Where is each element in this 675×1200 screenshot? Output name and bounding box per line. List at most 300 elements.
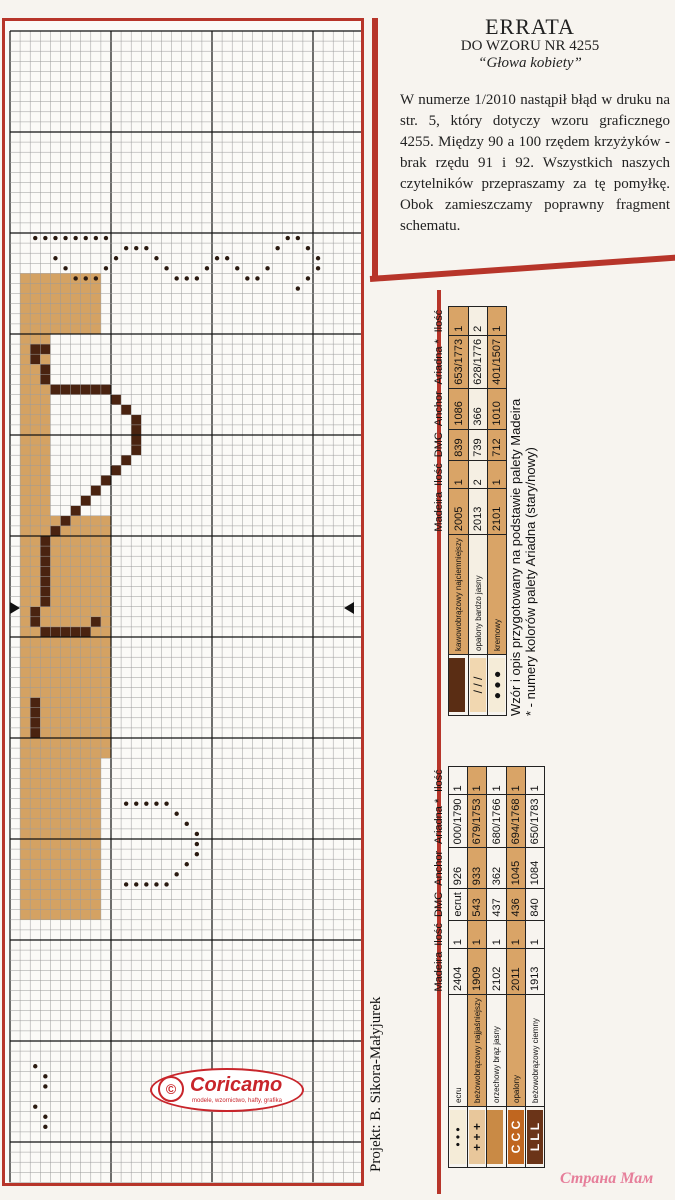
- stitch-dark: [40, 546, 50, 556]
- stitch-dark: [40, 556, 50, 566]
- stitch-tan: [30, 849, 40, 859]
- stitch-tan: [40, 607, 50, 617]
- stitch-tan: [101, 526, 111, 536]
- stitch-tan: [40, 849, 50, 859]
- stitch-dot: [144, 882, 148, 886]
- color-name: ecru: [449, 995, 468, 1107]
- stitch-tan: [40, 405, 50, 415]
- color-name: kawowobrązowy najciemniejszy: [449, 535, 469, 655]
- madeira-code: 2011: [507, 949, 526, 995]
- stitch-tan: [61, 718, 71, 728]
- stitch-tan: [81, 879, 91, 889]
- ariadna-label: Ariadna: [433, 346, 445, 385]
- qty2: 1: [487, 766, 507, 795]
- legend-row: [526, 766, 545, 1167]
- anchor-code: 926: [449, 848, 468, 889]
- symbol-dot: • • •: [450, 1110, 466, 1164]
- stitch-tan: [91, 667, 101, 677]
- stitch-tan: [71, 324, 81, 334]
- stitch-tan: [30, 374, 40, 384]
- stitch-dot: [316, 266, 320, 270]
- stitch-dark: [50, 627, 60, 637]
- stitch-dot: [43, 1125, 47, 1129]
- stitch-dot: [124, 882, 128, 886]
- stitch-tan: [30, 637, 40, 647]
- stitch-tan: [20, 465, 30, 475]
- stitch-tan: [91, 657, 101, 667]
- stitch-tan: [30, 496, 40, 506]
- stitch-tan: [61, 890, 71, 900]
- stitch-tan: [40, 768, 50, 778]
- stitch-dot: [63, 236, 67, 240]
- stitch-tan: [61, 607, 71, 617]
- stitch-tan: [30, 869, 40, 879]
- stitch-tan: [81, 597, 91, 607]
- stitch-dark: [91, 486, 101, 496]
- stitch-tan: [50, 607, 60, 617]
- stitch-tan: [40, 819, 50, 829]
- legend-name-header: [430, 995, 449, 1107]
- stitch-dot: [73, 276, 77, 280]
- stitch-tan: [81, 324, 91, 334]
- stitch-dark: [30, 698, 40, 708]
- stitch-tan: [40, 425, 50, 435]
- stitch-dark: [131, 445, 141, 455]
- symbol-cell: [468, 1107, 487, 1168]
- stitch-tan: [20, 374, 30, 384]
- stitch-tan: [61, 294, 71, 304]
- stitch-tan: [91, 304, 101, 314]
- symbol-cell: [526, 1107, 545, 1168]
- stitch-tan: [30, 506, 40, 516]
- color-name: beżowobrązowy najjaśniejszy: [468, 995, 487, 1107]
- ariadna-code: 650/1783: [526, 795, 545, 848]
- notes: [508, 296, 538, 716]
- symbol-plus: + + +: [469, 1110, 485, 1164]
- stitch-tan: [40, 637, 50, 647]
- stitch-tan: [81, 314, 91, 324]
- stitch-tan: [20, 869, 30, 879]
- stitch-tan: [50, 304, 60, 314]
- stitch-dot: [164, 266, 168, 270]
- stitch-tan: [61, 314, 71, 324]
- stitch-tan: [71, 839, 81, 849]
- stitch-tan: [50, 597, 60, 607]
- stitch-tan: [61, 597, 71, 607]
- stitch-tan: [50, 839, 60, 849]
- stitch-dark: [40, 627, 50, 637]
- ariadna-code: 653/1773: [449, 335, 469, 388]
- symbol-cell: [449, 655, 469, 716]
- stitch-tan: [20, 597, 30, 607]
- stitch-tan: [50, 819, 60, 829]
- stitch-tan: [30, 677, 40, 687]
- stitch-tan: [30, 859, 40, 869]
- stitch-tan: [101, 627, 111, 637]
- stitch-tan: [91, 587, 101, 597]
- stitch-tan: [40, 677, 50, 687]
- stitch-tan: [71, 657, 81, 667]
- anchor-code: 362: [487, 848, 507, 889]
- stitch-tan: [91, 748, 101, 758]
- stitch-tan: [71, 314, 81, 324]
- stitch-dot: [84, 276, 88, 280]
- stitch-tan: [91, 284, 101, 294]
- stitch-tan: [40, 395, 50, 405]
- stitch-tan: [40, 728, 50, 738]
- stitch-dot: [134, 801, 138, 805]
- stitch-tan: [40, 718, 50, 728]
- stitch-tan: [20, 486, 30, 496]
- stitch-tan: [91, 597, 101, 607]
- stitch-tan: [101, 688, 111, 698]
- stitch-dark: [40, 587, 50, 597]
- stitch-tan: [20, 748, 30, 758]
- errata-title: ERRATA: [485, 14, 575, 39]
- stitch-tan: [30, 405, 40, 415]
- stitch-tan: [101, 536, 111, 546]
- stitch-tan: [61, 304, 71, 314]
- asterisk-mark: *: [433, 798, 445, 804]
- stitch-tan: [20, 556, 30, 566]
- stitch-dot: [84, 236, 88, 240]
- stitch-tan: [50, 536, 60, 546]
- qty2: 2: [469, 307, 488, 336]
- stitch-tan: [91, 314, 101, 324]
- stitch-tan: [71, 304, 81, 314]
- stitch-tan: [71, 768, 81, 778]
- stitch-tan: [61, 728, 71, 738]
- symbol-l: L L L: [527, 1110, 543, 1164]
- stitch-tan: [81, 819, 91, 829]
- stitch-tan: [20, 708, 30, 718]
- color-name: kremowy: [488, 535, 507, 655]
- stitch-tan: [20, 425, 30, 435]
- stitch-tan: [40, 829, 50, 839]
- stitch-tan: [101, 647, 111, 657]
- stitch-tan: [50, 677, 60, 687]
- stitch-tan: [30, 667, 40, 677]
- legend-row: [469, 307, 488, 716]
- stitch-tan: [61, 809, 71, 819]
- qty2: 1: [449, 307, 469, 336]
- legend-symbol-header: [430, 1107, 449, 1168]
- qty: 1: [449, 460, 469, 489]
- stitch-dark: [30, 354, 40, 364]
- stitch-tan: [91, 900, 101, 910]
- note-ariadna: * - numery kolorów palety Ariadna (stary/nowy): [523, 447, 538, 716]
- stitch-dark: [40, 374, 50, 384]
- stitch-dot: [134, 246, 138, 250]
- stitch-tan: [91, 869, 101, 879]
- stitch-tan: [20, 617, 30, 627]
- swatch-dark-brown: [449, 658, 465, 712]
- stitch-tan: [30, 738, 40, 748]
- stitch-tan: [20, 688, 30, 698]
- stitch-tan: [101, 667, 111, 677]
- stitch-dark: [30, 718, 40, 728]
- stitch-tan: [81, 576, 91, 586]
- stitch-tan: [71, 900, 81, 910]
- legend-bottom-dmc-header: DMC: [433, 891, 445, 917]
- stitch-tan: [30, 324, 40, 334]
- color-name: opalony: [507, 995, 526, 1107]
- stitch-dark: [30, 607, 40, 617]
- stitch-tan: [61, 789, 71, 799]
- stitch-tan: [30, 334, 40, 344]
- stitch-tan: [20, 576, 30, 586]
- qty: 1: [449, 920, 468, 949]
- stitch-tan: [30, 576, 40, 586]
- stitch-tan: [20, 536, 30, 546]
- stitch-dot: [53, 256, 57, 260]
- stitch-tan: [71, 728, 81, 738]
- stitch-dot: [104, 236, 108, 240]
- errata-header: [390, 14, 670, 72]
- stitch-tan: [30, 597, 40, 607]
- stitch-tan: [91, 324, 101, 334]
- stitch-dot: [33, 236, 37, 240]
- stitch-tan: [40, 455, 50, 465]
- stitch-tan: [81, 536, 91, 546]
- stitch-tan: [81, 566, 91, 576]
- symbol-slash: / / /: [470, 658, 486, 712]
- stitch-dot: [195, 842, 199, 846]
- stitch-dark: [71, 385, 81, 395]
- symbol-cell: [469, 655, 488, 716]
- legend-top-ariadna-header: [430, 335, 449, 388]
- stitch-tan: [91, 708, 101, 718]
- symbol-c: C C C: [508, 1110, 524, 1164]
- stitch-dot: [73, 236, 77, 240]
- stitch-tan: [61, 637, 71, 647]
- stitch-tan: [40, 839, 50, 849]
- stitch-tan: [61, 677, 71, 687]
- stitch-tan: [50, 778, 60, 788]
- stitch-dark: [40, 536, 50, 546]
- dmc-code: 712: [488, 429, 507, 460]
- stitch-tan: [61, 617, 71, 627]
- stitch-tan: [81, 768, 91, 778]
- stitch-tan: [20, 314, 30, 324]
- stitch-tan: [40, 789, 50, 799]
- stitch-dot: [134, 882, 138, 886]
- qty2: 1: [526, 766, 545, 795]
- stitch-tan: [20, 344, 30, 354]
- stitch-tan: [20, 455, 30, 465]
- stitch-tan: [20, 789, 30, 799]
- stitch-tan: [71, 597, 81, 607]
- stitch-tan: [40, 516, 50, 526]
- stitch-dot: [215, 256, 219, 260]
- stitch-tan: [61, 910, 71, 920]
- stitch-tan: [91, 647, 101, 657]
- stitch-tan: [40, 334, 50, 344]
- stitch-dark: [101, 385, 111, 395]
- stitch-tan: [30, 385, 40, 395]
- stitch-tan: [30, 486, 40, 496]
- stitch-tan: [61, 657, 71, 667]
- stitch-dark: [131, 425, 141, 435]
- legend-symbol-header: [430, 655, 449, 716]
- stitch-tan: [50, 910, 60, 920]
- stitch-dark: [61, 516, 71, 526]
- stitch-tan: [81, 728, 91, 738]
- dmc-code: 543: [468, 889, 487, 920]
- stitch-tan: [61, 799, 71, 809]
- errata-quote: “Głowa kobiety”: [478, 55, 582, 71]
- ariadna-code: 401/1507: [488, 335, 507, 388]
- stitch-tan: [50, 708, 60, 718]
- stitch-tan: [101, 607, 111, 617]
- stitch-dot: [154, 882, 158, 886]
- stitch-tan: [30, 516, 40, 526]
- stitch-tan: [50, 546, 60, 556]
- stitch-tan: [20, 809, 30, 819]
- madeira-code: 2013: [469, 489, 488, 535]
- stitch-tan: [101, 738, 111, 748]
- anchor-code: 1045: [507, 848, 526, 889]
- legend-top-madeira-header: Madeira: [433, 491, 445, 532]
- stitch-tan: [71, 566, 81, 576]
- stitch-tan: [30, 556, 40, 566]
- stitch-tan: [91, 839, 101, 849]
- stitch-tan: [50, 657, 60, 667]
- stitch-dot: [94, 276, 98, 280]
- stitch-tan: [61, 879, 71, 889]
- stitch-tan: [30, 809, 40, 819]
- stitch-tan: [71, 698, 81, 708]
- stitch-dot: [43, 1074, 47, 1078]
- stitch-tan: [30, 900, 40, 910]
- madeira-code: 1909: [468, 949, 487, 995]
- stitch-dot: [185, 276, 189, 280]
- stitch-dot: [316, 256, 320, 260]
- stitch-tan: [91, 768, 101, 778]
- stitch-tan: [50, 738, 60, 748]
- stitch-tan: [101, 617, 111, 627]
- stitch-tan: [71, 869, 81, 879]
- stitch-tan: [91, 688, 101, 698]
- stitch-tan: [81, 778, 91, 788]
- stitch-tan: [20, 364, 30, 374]
- stitch-tan: [61, 546, 71, 556]
- stitch-tan: [20, 526, 30, 536]
- stitch-tan: [71, 748, 81, 758]
- legend-bottom-madeira-header: Madeira: [433, 951, 445, 992]
- stitch-dark: [71, 506, 81, 516]
- stitch-tan: [81, 688, 91, 698]
- stitch-tan: [71, 849, 81, 859]
- stitch-tan: [40, 617, 50, 627]
- stitch-tan: [81, 758, 91, 768]
- stitch-tan: [81, 647, 91, 657]
- stitch-dark: [131, 435, 141, 445]
- stitch-tan: [81, 789, 91, 799]
- dmc-code: 839: [449, 429, 469, 460]
- stitch-tan: [71, 284, 81, 294]
- legend-top: [430, 296, 507, 716]
- stitch-tan: [61, 566, 71, 576]
- stitch-tan: [50, 799, 60, 809]
- anchor-code: 933: [468, 848, 487, 889]
- symbol-cell: [507, 1107, 526, 1168]
- legend-top-qty-header: Ilość: [433, 463, 445, 486]
- stitch-dark: [81, 496, 91, 506]
- stitch-tan: [91, 859, 101, 869]
- stitch-tan: [81, 526, 91, 536]
- stitch-tan: [91, 546, 101, 556]
- dmc-code: 436: [507, 889, 526, 920]
- stitch-tan: [61, 536, 71, 546]
- qty: 1: [488, 460, 507, 489]
- stitch-tan: [81, 718, 91, 728]
- legend-row: [488, 307, 507, 716]
- stitch-tan: [20, 849, 30, 859]
- ariadna-code: 680/1766: [487, 795, 507, 848]
- stitch-tan: [61, 859, 71, 869]
- stitch-tan: [20, 385, 30, 395]
- stitch-tan: [20, 819, 30, 829]
- stitch-dark: [40, 344, 50, 354]
- stitch-tan: [20, 657, 30, 667]
- stitch-dot: [245, 276, 249, 280]
- stitch-tan: [30, 415, 40, 425]
- ariadna-code: 628/1776: [469, 335, 488, 388]
- stitch-dark: [71, 627, 81, 637]
- stitch-tan: [30, 566, 40, 576]
- stitch-tan: [40, 708, 50, 718]
- stitch-tan: [30, 647, 40, 657]
- stitch-tan: [50, 637, 60, 647]
- stitch-tan: [71, 677, 81, 687]
- stitch-tan: [40, 385, 50, 395]
- stitch-dot: [185, 822, 189, 826]
- stitch-tan: [20, 829, 30, 839]
- madeira-code: 2102: [487, 949, 507, 995]
- stitch-tan: [30, 890, 40, 900]
- stitch-tan: [101, 546, 111, 556]
- stitch-dot: [296, 286, 300, 290]
- stitch-tan: [91, 677, 101, 687]
- stitch-dark: [50, 526, 60, 536]
- stitch-tan: [20, 799, 30, 809]
- stitch-tan: [50, 294, 60, 304]
- stitch-tan: [91, 637, 101, 647]
- stitch-dot: [174, 276, 178, 280]
- stitch-tan: [30, 688, 40, 698]
- stitch-tan: [30, 273, 40, 283]
- anchor-code: 1084: [526, 848, 545, 889]
- stitch-tan: [30, 364, 40, 374]
- stitch-tan: [81, 667, 91, 677]
- stitch-tan: [71, 526, 81, 536]
- stitch-tan: [91, 526, 101, 536]
- stitch-dot: [235, 266, 239, 270]
- stitch-tan: [30, 778, 40, 788]
- stitch-tan: [30, 758, 40, 768]
- stitch-tan: [71, 819, 81, 829]
- stitch-tan: [20, 284, 30, 294]
- stitch-tan: [81, 839, 91, 849]
- stitch-tan: [61, 647, 71, 657]
- stitch-tan: [50, 829, 60, 839]
- stitch-tan: [61, 778, 71, 788]
- stitch-tan: [30, 748, 40, 758]
- stitch-dot: [104, 266, 108, 270]
- stitch-tan: [71, 859, 81, 869]
- stitch-tan: [30, 425, 40, 435]
